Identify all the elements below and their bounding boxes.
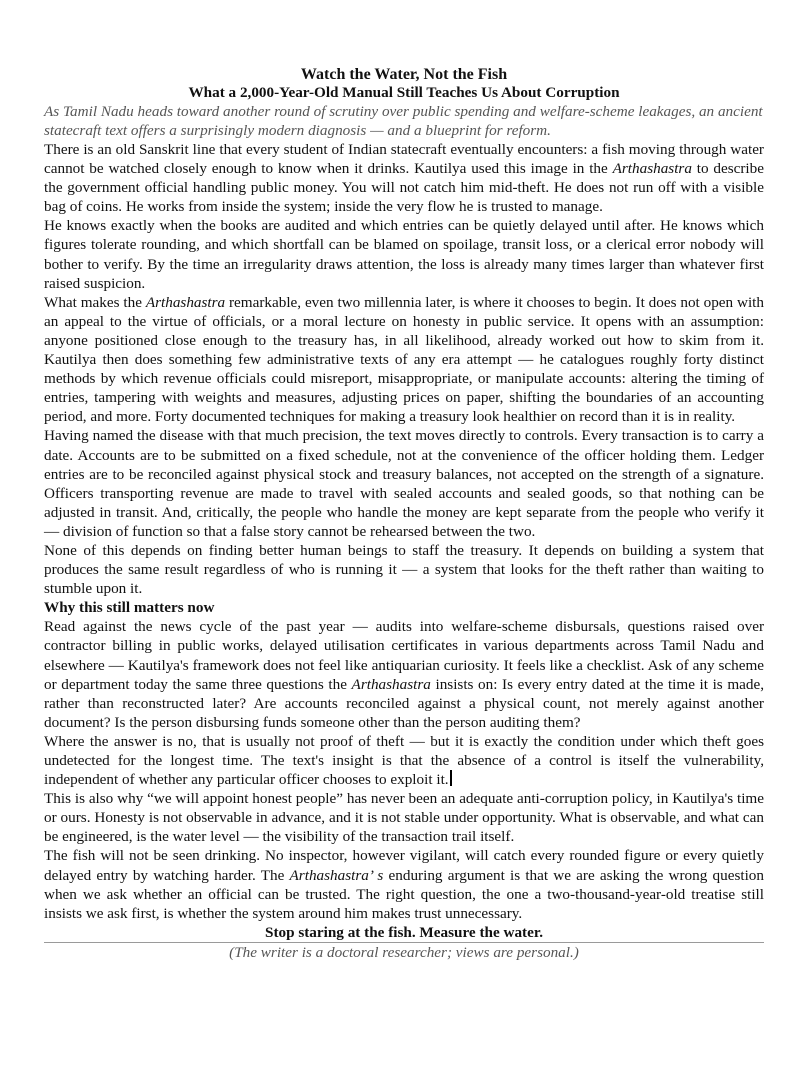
article-deck: As Tamil Nadu heads toward another round of scrutiny over public spending and welfare-scheme leakages, an ancient statecraft text offers a surprisingly modern diagnosis — and a blueprint for reform. (44, 103, 763, 139)
paragraph-6: Read against the news cycle of the past year — audits into welfare-scheme disbursals, questions raised over contractor billing in public works, delayed utilisation certificates in various departments across Tamil Nadu and elsewhere — Kautilya's framework does not feel like antiquarian curiosity. It feels like a checklist. Ask of any scheme or department today the same three questions the Arthashastra insists on: Is every entry dated at the time it is made, rather than reconstructed later? Are accounts reconciled against a physical count, not merely against another document? Is the person disbursing funds someone other than the person auditing them? (44, 618, 764, 731)
paragraph-5: None of this depends on finding better human beings to staff the treasury. It depends on building a system that produces the same result regardless of who is running it — a system that looks for the theft rather than waiting to stumble upon it. (44, 541, 764, 598)
paragraph-8: This is also why “we will appoint honest people” has never been an adequate anti-corruption policy, in Kautilya's time or ours. Honesty is not observable in advance, and it is not stable under opportunity. What is observable, and what can be engineered, is the water level — the visibility of the transaction trail itself. (44, 790, 764, 846)
paragraph-1: There is an old Sanskrit line that every student of Indian statecraft eventually encounters: a fish moving through water cannot be watched closely enough to know when it drinks. Kautilya used this image in the Arthashastra to describe the government official handling public money. You will not catch him mid-theft. He does not run off with a visible bag of coins. He works from inside the system; inside the very flow he is trusted to manage. (44, 141, 764, 216)
author-note: (The writer is a doctoral researcher; views are personal.) (229, 943, 579, 961)
closing-line: Stop staring at the fish. Measure the water. (265, 923, 543, 941)
section-heading: Why this still matters now (44, 599, 215, 617)
article-title: Watch the Water, Not the Fish (300, 66, 508, 83)
paragraph-3: What makes the Arthashastra remarkable, even two millennia later, is where it chooses to begin. It does not open with an appeal to the virtue of officials, or a moral lecture on honesty in public service. It opens with an assumption: anyone positioned close enough to the treasury has, in all likelihood, already worked out how to skim from it. Kautilya then does something few administrative texts of any era attempt — he catalogues roughly forty distinct methods by which revenue officials could misreport, misappropriate, or manipulate accounts: altering the timing of entries, tampering with weights and measures, adjusting prices on paper, shifting the boundaries of an accounting period, and more. Forty documented techniques for making a treasury look healthier on record than it is in reality. (44, 293, 764, 426)
text-cursor (450, 770, 452, 786)
paragraph-7[interactable]: Where the answer is no, that is usually not proof of theft — but it is exactly the condition under which theft goes undetected for the longest time. The text's insight is that the absence of a control is itself the vulnerability, independent of whether any particular officer chooses to exploit it. (44, 732, 764, 789)
article-subtitle: What a 2,000-Year-Old Manual Still Teaches Us About Corruption (188, 84, 620, 101)
paragraph-4: Having named the disease with that much precision, the text moves directly to controls. Every transaction is to carry a date. Accounts are to be submitted on a fixed schedule, not at the convenience of the officer holding them. Ledger entries are to be reconciled against physical stock and treasury balances, not accepted on the strength of a signature. Officers transporting revenue are made to travel with sealed accounts and sealed goods, so that nothing can be adjusted in transit. And, critically, the people who handle the money are kept separate from the people who verify it — division of function so that a false story cannot be rehearsed between the two. (44, 427, 764, 540)
paragraph-2: He knows exactly when the books are audited and which entries can be quietly delayed until after. He knows which figures tolerate rounding, and which shortfall can be blamed on spoilage, transit loss, or a clerical error nobody will bother to verify. By the time an irregularity draws attention, the loss is already many times larger than whatever first raised suspicion. (44, 217, 764, 292)
paragraph-9: The fish will not be seen drinking. No inspector, however vigilant, will catch every rounded figure or every quietly delayed entry by watching harder. The Arthashastra’ s enduring argument is that we are asking the wrong question when we ask whether an official can be trusted. The right question, the one a two-thousand-year-old treatise still insists we ask first, is whether the system around him makes trust unnecessary. (44, 847, 764, 922)
